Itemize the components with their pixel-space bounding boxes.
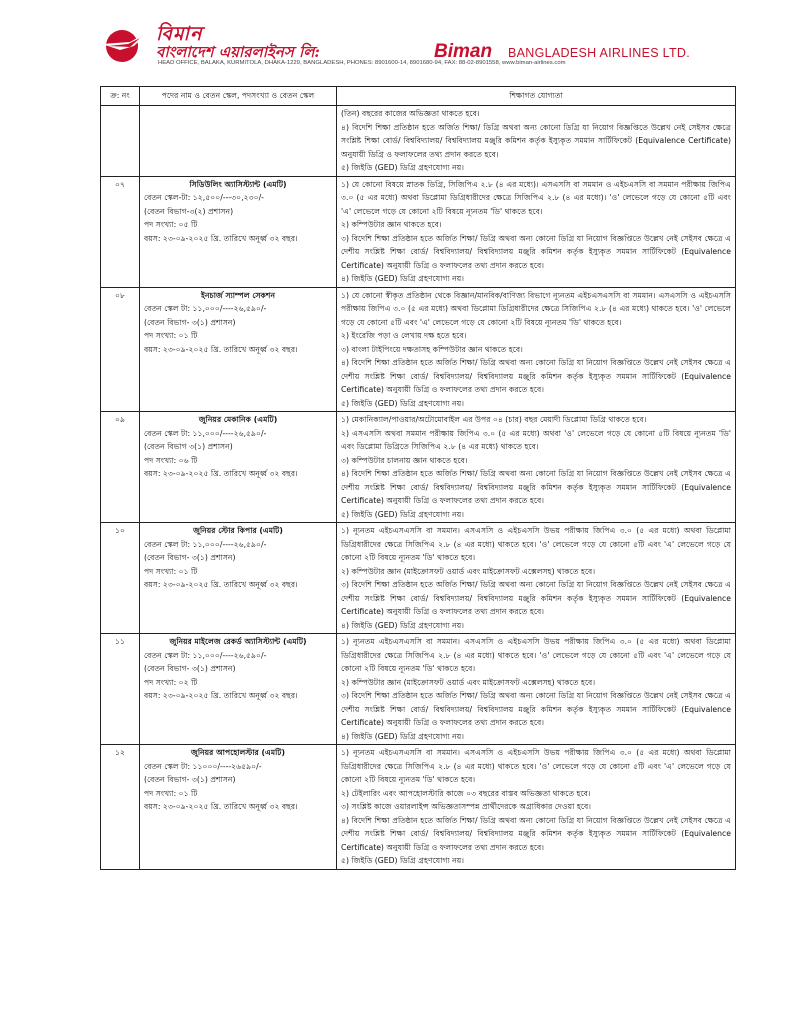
qualification-item: ২) এসএসসি অথবা সমমান পরীক্ষায় জিপিএ ৩.০ (৫ এর মধ্যে) অথবা 'ও' লেভেলে গড়ে যে কোনো ৫টি বিষয়ে ন্যূনতম 'ডি' এবং ডিপ্লোমা ডিগ্রিতে সিজিপিএ ২.৮ (৪ এর মধ্যে) থাকতে হবে। xyxy=(341,428,731,451)
serial-number: ০৮ xyxy=(101,287,140,412)
table-row xyxy=(101,412,736,523)
position-title: জুনিয়র মাইলেজ রেকর্ড অ্যাসিস্ট্যান্ট (এমটি) xyxy=(169,637,307,646)
qualification-cell xyxy=(337,176,736,287)
position-title: সিডিউলিং অ্যাসিস্ট্যান্ট (এমটি) xyxy=(189,179,287,189)
position-cell xyxy=(140,176,337,287)
position-detail: (বেতন বিভাগ ৩(১) প্রশাসন) xyxy=(144,442,233,451)
position-detail: বয়স: ২৩-০৯-২০২৫ খ্রি. তারিখে অনূর্ধ্ব ৩২ বছর। xyxy=(144,802,298,811)
logo-bangla-biman: বিমান xyxy=(156,23,203,45)
qualification-item: ৪) বিদেশি শিক্ষা প্রতিষ্ঠান হতে অর্জিত শিক্ষা/ ডিগ্রি অথবা অন্য কোনো ডিগ্রি যা নিয়োগ বিজ্ঞপ্তিতে উল্লেখ নেই সেইসব ক্ষেত্রে সংশ্লিষ্ট শিক্ষা বোর্ড/ বিশ্ববিদ্যালয়/ বিশ্ববিদ্যালয় মঞ্জুরি কমিশন কর্তৃক ইস্যুকৃত সমমান সার্টিফিকেট (Equivalence Certificate) অনুযায়ী ডিগ্রি ও ফলাফলের তথ্য প্রদান করতে হবে। xyxy=(341,122,731,159)
qualification-item: ১) ন্যূনতম এইচএসএসসি বা সমমান। এসএসসি ও এইচএসসি উভয় পরীক্ষায় জিপিএ ৩.০ (৫ এর মধ্যে) অথবা ডিপ্লোমা ডিগ্রিধারীদের ক্ষেত্রে সিজিপিএ ২.৮ (৪ এর মধ্যে) থাকতে হবে। 'ও' লেভেলে গড়ে যে কোনো ৫টি এবং 'এ' লেভেলে গড়ে যে কোনো ২টি বিষয়ে ন্যূনতম 'ডি' থাকতে হবে। xyxy=(341,637,731,673)
position-cell xyxy=(140,745,337,870)
qualification-item: ১) যে কোনো স্বীকৃত প্রতিষ্ঠান থেকে বিজ্ঞান/মানবিক/বাণিজ্য বিভাগে ন্যূনতম এইচএসএসসি বা সমমান। এসএসসি ও এইচএসসি পরীক্ষায় জিপিএ ৩.০ (৫ এর মধ্যে) অথবা ডিপ্লোমা ডিগ্রিধারীদের ক্ষেত্রে সিজিপিএ ২.৮ (৪ এর মধ্যে) থাকতে হবে। 'ও' লেভেলে গড়ে যে কোনো ৫টি এবং 'এ' লেভেলে গড়ে যে কোনো ২টি বিষয়ে ন্যূনতম 'ডি' থাকতে হবে। xyxy=(341,290,731,327)
qualification-item: ৪) জিইডি (GED) ডিগ্রি গ্রহণযোগ্য নয়। xyxy=(341,731,465,741)
position-detail: (বেতন বিভাগ- ৩(১) প্রশাসন) xyxy=(144,664,236,673)
position-title: জুনিয়র মেকানিক (এমটি) xyxy=(198,415,278,424)
qualification-item: ৪) জিইডি (GED) ডিগ্রি গ্রহণযোগ্য নয়। xyxy=(341,620,465,630)
position-title: ইনচার্জ স্যাম্পল সেকশন xyxy=(200,290,276,300)
qualification-item: ৫) জিইডি (GED) ডিগ্রি গ্রহণযোগ্য নয়। xyxy=(341,398,465,408)
position-cell xyxy=(140,634,337,745)
qualification-item: ১) ন্যূনতম এইচএসএসসি বা সমমান। এসএসসি ও এইচএসসি উভয় পরীক্ষায় জিপিএ ৩.০ (৫ এর মধ্যে) অথবা ডিপ্লোমা ডিগ্রিধারীদের ক্ষেত্রে সিজিপিএ ২.৮ (৪ এর মধ্যে) থাকতে হবে। 'ও' লেভেলে গড়ে যে কোনো ৫টি এবং 'এ' লেভেলে গড়ে যে কোনো ২টি বিষয়ে ন্যূনতম 'ডি' থাকতে হবে। xyxy=(341,748,731,784)
qualification-item: ৪) জিইডি (GED) ডিগ্রি গ্রহণযোগ্য নয়। xyxy=(341,274,465,283)
position-detail: বেতন স্কেল টা: ১১,০০০/----২৬,৫৯০/- xyxy=(144,539,267,549)
qualification-cell xyxy=(337,412,736,523)
logo-biman-wordmark: Biman xyxy=(434,41,493,62)
position-detail: বয়স: ২৩-০৯-২০২৫ খ্রি. তারিখে অনূর্ধ্ব ৩২ বছর। xyxy=(144,691,298,700)
qualification-item: ২) ইংরেজি পড়া ও লেখায় দক্ষ হতে হবে। xyxy=(341,331,467,340)
qualification-item: ৩) বিদেশি শিক্ষা প্রতিষ্ঠান হতে অর্জিত শিক্ষা/ ডিগ্রি অথবা অন্য কোনো ডিগ্রি যা নিয়োগ বিজ্ঞপ্তিতে উল্লেখ নেই সেইসব ক্ষেত্রে এ দেশীয় সংশ্লিষ্ট শিক্ষা বোর্ড/ বিশ্ববিদ্যালয়/ বিশ্ববিদ্যালয় মঞ্জুরি কমিশন কর্তৃক ইস্যুকৃত সমমান সার্টিফিকেট (Equivalence Certificate) অনুযায়ী ডিগ্রি ও ফলাফলের তথ্য প্রদান করতে হবে। xyxy=(341,580,731,616)
position-detail: বয়স: ২৩-০৯-২০২৫ খ্রি. তারিখে অনূর্ধ্ব ৩২ বছর। xyxy=(144,233,298,243)
table-header-row xyxy=(101,87,736,106)
serial-number: ০৯ xyxy=(101,412,140,523)
position-cell xyxy=(140,106,337,177)
qualification-item: ৩) বিদেশি শিক্ষা প্রতিষ্ঠান হতে অর্জিত শিক্ষা/ ডিগ্রি অথবা অন্য কোনো ডিগ্রি যা নিয়োগ বিজ্ঞপ্তিতে উল্লেখ নেই সেইসব ক্ষেত্রে এ দেশীয় সংশ্লিষ্ট শিক্ষা বোর্ড/ বিশ্ববিদ্যালয়/ বিশ্ববিদ্যালয় মঞ্জুরি কমিশন কর্তৃক ইস্যুকৃত সমমান সার্টিফিকেট (Equivalence Certificate) অনুযায়ী ডিগ্রি ও ফলাফলের তথ্য প্রদান করতে হবে। xyxy=(341,233,731,270)
qualification-cell xyxy=(337,523,736,634)
position-detail: বয়স: ২৩-০৯-২০২৫ খ্রি. তারিখে অনূর্ধ্ব ৩২ বছর। xyxy=(144,344,298,354)
position-detail: পদ সংখ্যা: ০৬ টি xyxy=(144,455,198,465)
position-detail: পদ সংখ্যা: ০২ টি xyxy=(144,677,198,687)
qualification-cell xyxy=(337,745,736,870)
position-detail: বয়স: ২৩-০৯-২০২৫ খ্রি. তারিখে অনূর্ধ্ব ৩২ বছর। xyxy=(144,580,298,589)
biman-stork-logo-icon xyxy=(100,24,150,64)
qualification-item: ২) কম্পিউটার জ্ঞান (মাইক্রোসফট ওয়ার্ড এবং মাইক্রোসফট এক্সেলসহ) থাকতে হবে। xyxy=(341,677,596,687)
table-row xyxy=(101,287,736,412)
job-requirements-table xyxy=(100,86,736,870)
serial-number: ১০ xyxy=(101,523,140,634)
qualification-item: ৪) বিদেশি শিক্ষা প্রতিষ্ঠান হতে অর্জিত শিক্ষা/ ডিগ্রি অথবা অন্য কোনো ডিগ্রি যা নিয়োগ বিজ্ঞপ্তিতে উল্লেখ নেই সেইসব ক্ষেত্রে এ দেশীয় সংশ্লিষ্ট শিক্ষা বোর্ড/ বিশ্ববিদ্যালয়/ বিশ্ববিদ্যালয় মঞ্জুরি কমিশন কর্তৃক ইস্যুকৃত সমমান সার্টিফিকেট (Equivalence Certificate) অনুযায়ী ডিগ্রি ও ফলাফলের তথ্য প্রদান করতে হবে। xyxy=(341,469,731,505)
qualification-cell xyxy=(337,634,736,745)
qualification-item: ২) কম্পিউটার জ্ঞান (মাইক্রোসফট ওয়ার্ড এবং মাইক্রোসফট এক্সেলসহ) থাকতে হবে। xyxy=(341,566,596,576)
qualification-item: ৫) জিইডি (GED) ডিগ্রি গ্রহণযোগ্য নয়। xyxy=(341,163,465,172)
position-detail: পদ সংখ্যা: ০১ টি xyxy=(144,566,198,576)
qualification-cell xyxy=(337,106,736,177)
serial-number: ১১ xyxy=(101,634,140,745)
table-row xyxy=(101,106,736,177)
qualification-item: ১) মেকানিক্যাল/পাওয়ার/অটোমোবাইল এর উপর ০৪ (চার) বছর মেয়াদী ডিপ্লোমা ডিগ্রি থাকতে হবে। xyxy=(341,415,647,424)
header-serial: ক্র: নং xyxy=(101,87,140,106)
logo-bangla-company: বাংলাদেশ এয়ারলাইনস লি: xyxy=(156,43,320,61)
position-detail: পদ সংখ্যা: ০১ টি xyxy=(144,788,198,798)
position-detail: বয়স: ২৩-০৯-২০২৫ খ্রি. তারিখে অনূর্ধ্ব ৩২ বছর। xyxy=(144,469,298,478)
serial-number: ০৭ xyxy=(101,176,140,287)
qualification-cell xyxy=(337,287,736,412)
table-row xyxy=(101,634,736,745)
position-detail: (বেতন বিভাগ-৩(২) প্রশাসন) xyxy=(144,206,234,216)
position-title: জুনিয়র আপহোলস্টার (এমটি) xyxy=(190,748,285,757)
qualification-item: ১) যে কোনো বিষয়ে স্নাতক ডিগ্রি, সিজিপিএ ২.৮ (৪ এর মধ্যে)। এসএসসি বা সমমান ও এইচএসসি বা সমমান পরীক্ষায় জিপিএ ৩.০ (৫ এর মধ্যে) অথবা ডিপ্লোমা ডিগ্রিধারীদের ক্ষেত্রে সিজিপিএ ২.৮ (৪ এর মধ্যে)। 'ও' লেভেলে গড়ে যে কোনো ৫টি এবং 'এ' লেভেলে গড়ে যে কোনো ২টি বিষয়ে ন্যূনতম 'ডি' থাকতে হবে। xyxy=(341,179,731,216)
qualification-item: ৪) বিদেশি শিক্ষা প্রতিষ্ঠান হতে অর্জিত শিক্ষা/ ডিগ্রি অথবা অন্য কোনো ডিগ্রি যা নিয়োগ বিজ্ঞপ্তিতে উল্লেখ নেই সেইসব ক্ষেত্রে এ দেশীয় সংশ্লিষ্ট শিক্ষা বোর্ড/ বিশ্ববিদ্যালয়/ বিশ্ববিদ্যালয় মঞ্জুরি কমিশন কর্তৃক ইস্যুকৃত সমমান সার্টিফিকেট (Equivalence Certificate) অনুযায়ী ডিগ্রি ও ফলাফলের তথ্য প্রদান করতে হবে। xyxy=(341,358,731,394)
qualification-item: ৩) কম্পিউটার চালনায় জ্ঞান থাকতে হবে। xyxy=(341,455,468,465)
position-detail: বেতন স্কেল-টা: ১২,৫০০/---৩০,২৩০/- xyxy=(144,193,264,202)
position-cell xyxy=(140,287,337,412)
position-detail: বেতন স্কেল টা: ১১,০০০/----২৬,৫৯০/- xyxy=(144,650,267,660)
qualification-item: ৩) বিদেশি শিক্ষা প্রতিষ্ঠান হতে অর্জিত শিক্ষা/ ডিগ্রি অথবা অন্য কোনো ডিগ্রি যা নিয়োগ বিজ্ঞপ্তিতে উল্লেখ নেই সেইসব ক্ষেত্রে এ দেশীয় সংশ্লিষ্ট শিক্ষা বোর্ড/ বিশ্ববিদ্যালয়/ বিশ্ববিদ্যালয় মঞ্জুরি কমিশন কর্তৃক ইস্যুকৃত সমমান সার্টিফিকেট (Equivalence Certificate) অনুযায়ী ডিগ্রি ও ফলাফলের তথ্য প্রদান করতে হবে। xyxy=(341,691,731,727)
position-detail: বেতন স্কেল টা: ১১০০০/----২৬৫৯০/- xyxy=(144,761,262,771)
position-title: জুনিয়র স্টোর কিপার (এমটি) xyxy=(193,526,283,535)
qualification-item: ২) কম্পিউটার জ্ঞান থাকতে হবে। xyxy=(341,220,442,229)
qualification-item: (তিন) বছরের কাজের অভিজ্ঞতা থাকতে হবে। xyxy=(341,109,480,118)
position-detail: (বেতন বিভাগ- ৩(১) প্রশাসন) xyxy=(144,775,236,784)
position-detail: পদ সংখ্যা: ০৫ টি xyxy=(144,220,198,229)
qualification-item: ৪) বিদেশি শিক্ষা প্রতিষ্ঠান হতে অর্জিত শিক্ষা/ ডিগ্রি অথবা অন্য কোনো ডিগ্রি যা নিয়োগ বিজ্ঞপ্তিতে উল্লেখ নেই সেইসব ক্ষেত্রে এ দেশীয় সংশ্লিষ্ট শিক্ষা বোর্ড/ বিশ্ববিদ্যালয়/ বিশ্ববিদ্যালয় মঞ্জুরি কমিশন কর্তৃক ইস্যুকৃত সমমান সার্টিফিকেট (Equivalence Certificate) অনুযায়ী ডিগ্রি ও ফলাফলের তথ্য প্রদান করতে হবে। xyxy=(341,815,731,852)
qualification-item: ১) ন্যূনতম এইচএসএসসি বা সমমান। এসএসসি ও এইচএসসি উভয় পরীক্ষায় জিপিএ ৩.০ (৫ এর মধ্যে) অথবা ডিপ্লোমা ডিগ্রিধারীদের ক্ষেত্রে সিজিপিএ ২.৮ (৪ এর মধ্যে) থাকতে হবে। 'ও' লেভেলে গড়ে যে কোনো ৫টি এবং 'এ' লেভেলে গড়ে যে কোনো ২টি বিষয়ে ন্যূনতম 'ডি' থাকতে হবে। xyxy=(341,526,731,562)
header-position: পদের নাম ও বেতন স্কেল, পদসংখ্যা ও বেতন স্কেল xyxy=(140,87,337,106)
table-row xyxy=(101,523,736,634)
position-cell xyxy=(140,412,337,523)
head-office-address: HEAD OFFICE, BALAKA, KURMITOLA, DHAKA-1229, BANGLADESH, PHONES: 8901600-14, 8901680-94, FAX: 88-02-8901558, www.biman-airlines.com xyxy=(158,60,566,66)
qualification-item: ৫) জিইডি (GED) ডিগ্রি গ্রহণযোগ্য নয়। xyxy=(341,856,465,865)
position-cell xyxy=(140,523,337,634)
serial-number xyxy=(101,106,140,177)
table-row xyxy=(101,745,736,870)
position-detail: বেতন স্কেল টা: ১১,০০০/----২৬,৫৯০/- xyxy=(144,428,267,438)
position-detail: (বেতন বিভাগ- ৩(১) প্রশাসন) xyxy=(144,317,236,327)
qualification-item: ২) টেইলারিং এবং আপহোলস্টারি কাজে ০৩ বছরের বাস্তব অভিজ্ঞতা থাকতে হবে। xyxy=(341,788,591,798)
position-detail: বেতন স্কেল টা: ১১,০০০/----২৬,৫৯০/- xyxy=(144,304,267,313)
logo-english-name: BANGLADESH AIRLINES LTD. xyxy=(508,46,691,60)
position-detail: পদ সংখ্যা: ০১ টি xyxy=(144,331,198,340)
table-row xyxy=(101,176,736,287)
qualification-item: ৩) সংশ্লিষ্ট কাজে ওয়ারলাইন্স অভিজ্ঞতাসম্পন্ন প্রার্থীদেরকে অগ্রাধিকার দেওয়া হবে। xyxy=(341,802,591,811)
qualification-item: ৫) জিইডি (GED) ডিগ্রি গ্রহণযোগ্য নয়। xyxy=(341,509,465,519)
serial-number: ১২ xyxy=(101,745,140,870)
position-detail: (বেতন বিভাগ- ৩(১) প্রশাসন) xyxy=(144,553,236,562)
qualification-item: ৩) বাংলা টাইপিংয়ে দক্ষতাসহ কম্পিউটার জ্ঞান থাকতে হবে। xyxy=(341,344,523,354)
header-qualification: শিক্ষাগত যোগ্যতা xyxy=(337,87,736,106)
